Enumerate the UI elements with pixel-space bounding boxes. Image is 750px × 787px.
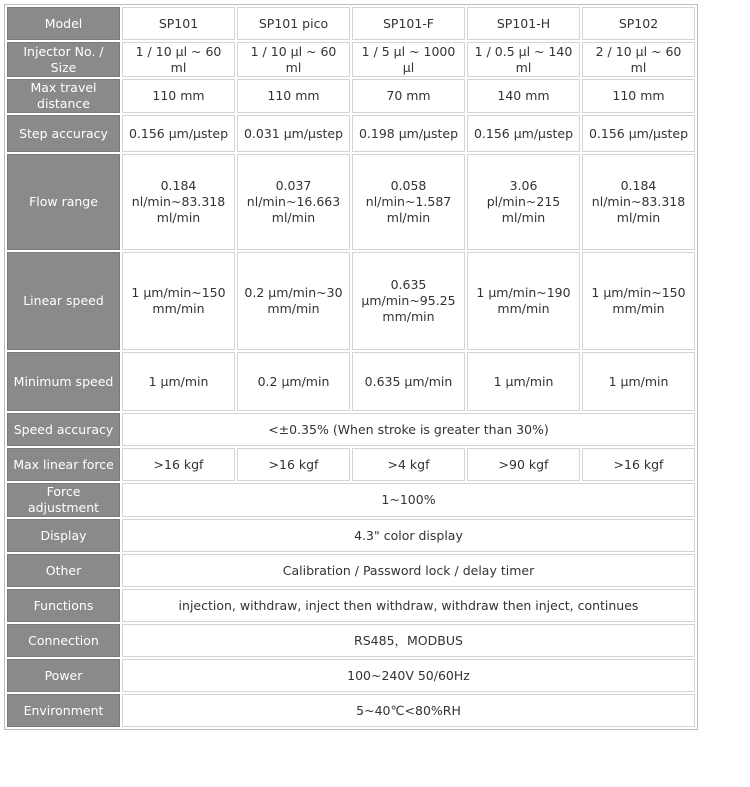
row-label-injector: Injector No. / Size [7,42,120,77]
row-label-environment: Environment [7,694,120,727]
cell-line: 0.058 nl/min~1.587 [365,178,452,209]
table-row-functions [7,589,695,622]
table-cell: 110 mm [582,79,695,113]
table-cell: 0.2 µm/min [237,352,350,411]
row-label-functions: Functions [7,589,120,622]
table-row-flow-range [7,154,695,250]
table-cell: 0.156 µm/µstep [467,115,580,152]
table-cell: >16 kgf [582,448,695,481]
table-cell-merged: 100~240V 50/60Hz [122,659,695,692]
table-row-step-accuracy [7,115,695,152]
table-cell-merged: RS485，MODBUS [122,624,695,657]
cell-line: µm/min~95.25 [361,293,456,308]
table-cell [352,154,465,250]
model-name: SP101-H [467,7,580,40]
row-label-minimum-speed: Minimum speed [7,352,120,411]
table-cell [467,252,580,350]
cell-line: ml/min [156,210,201,225]
cell-line: 3.06 pl/min~215 [486,178,561,209]
spec-table-container [4,4,698,730]
table-cell: 0.635 µm/min [352,352,465,411]
row-label-other: Other [7,554,120,587]
cell-line: nl/min~83.318 [131,194,226,209]
table-row-speed-accuracy [7,413,695,446]
table-row-other [7,554,695,587]
model-name: SP102 [582,7,695,40]
cell-line: 1 µm/min~150 [131,285,226,300]
table-row-connection [7,624,695,657]
cell-line: ml/min [386,210,431,225]
cell-line: 0.184 [620,178,657,193]
table-row-force-adjustment [7,483,695,517]
table-cell-merged: 1~100% [122,483,695,517]
table-cell [237,154,350,250]
table-cell: 70 mm [352,79,465,113]
table-cell: 1 µm/min [122,352,235,411]
table-row-injector [7,42,695,77]
table-row-max-travel [7,79,695,113]
cell-line: 0.184 [160,178,197,193]
table-cell-merged: Calibration / Password lock / delay timer [122,554,695,587]
table-cell: 1 µm/min [467,352,580,411]
table-cell: >4 kgf [352,448,465,481]
table-row-linear-speed [7,252,695,350]
row-label-power: Power [7,659,120,692]
table-cell: 0.156 µm/µstep [122,115,235,152]
cell-line: nl/min~16.663 [246,194,341,209]
cell-line: mm/min [152,301,205,316]
table-cell-merged: 4.3" color display [122,519,695,552]
table-cell: 1 / 0.5 µl ~ 140 ml [467,42,580,77]
cell-line: ml/min [616,210,661,225]
row-label-display: Display [7,519,120,552]
cell-line: 1 µm/min~190 [476,285,571,300]
model-name: SP101 [122,7,235,40]
cell-line: mm/min [267,301,320,316]
table-row-power [7,659,695,692]
table-cell: 2 / 10 µl ~ 60 ml [582,42,695,77]
table-row-model [7,7,695,40]
row-label-speed-accuracy: Speed accuracy [7,413,120,446]
table-cell: 1 µm/min [582,352,695,411]
row-label-model: Model [7,7,120,40]
table-cell: >90 kgf [467,448,580,481]
row-label-max-travel: Max travel distance [7,79,120,113]
cell-line: 0.635 [390,277,427,292]
table-cell: >16 kgf [122,448,235,481]
row-label-step-accuracy: Step accuracy [7,115,120,152]
table-cell [352,252,465,350]
table-cell: 0.156 µm/µstep [582,115,695,152]
table-cell [467,154,580,250]
table-cell: 0.031 µm/µstep [237,115,350,152]
table-cell: >16 kgf [237,448,350,481]
table-row-display [7,519,695,552]
table-cell: 140 mm [467,79,580,113]
row-label-force-adjustment: Force adjustment [7,483,120,517]
cell-line: ml/min [271,210,316,225]
cell-line: 1 µm/min~150 [591,285,686,300]
cell-line: 0.2 µm/min~30 [244,285,343,300]
cell-line: nl/min~83.318 [591,194,686,209]
row-label-linear-speed: Linear speed [7,252,120,350]
row-label-connection: Connection [7,624,120,657]
row-label-flow-range: Flow range [7,154,120,250]
table-cell: 110 mm [122,79,235,113]
table-cell: 110 mm [237,79,350,113]
table-cell-merged: <±0.35% (When stroke is greater than 30%) [122,413,695,446]
table-cell: 1 / 10 µl ~ 60 ml [122,42,235,77]
model-name: SP101 pico [237,7,350,40]
table-cell: 1 / 10 µl ~ 60 ml [237,42,350,77]
table-cell [582,154,695,250]
table-row-minimum-speed [7,352,695,411]
cell-line: mm/min [612,301,665,316]
table-cell: 1 / 5 µl ~ 1000 µl [352,42,465,77]
spec-table [4,4,698,730]
table-row-environment [7,694,695,727]
cell-line: ml/min [501,210,546,225]
table-cell [122,154,235,250]
cell-line: mm/min [497,301,550,316]
cell-line: mm/min [382,309,435,324]
table-cell [122,252,235,350]
table-cell-merged: 5~40℃<80%RH [122,694,695,727]
table-row-max-linear-force [7,448,695,481]
row-label-max-linear-force: Max linear force [7,448,120,481]
table-cell: 0.198 µm/µstep [352,115,465,152]
table-cell-merged: injection, withdraw, inject then withdraw, withdraw then inject, continues [122,589,695,622]
table-cell [582,252,695,350]
table-cell [237,252,350,350]
cell-line: 0.037 [275,178,312,193]
model-name: SP101-F [352,7,465,40]
